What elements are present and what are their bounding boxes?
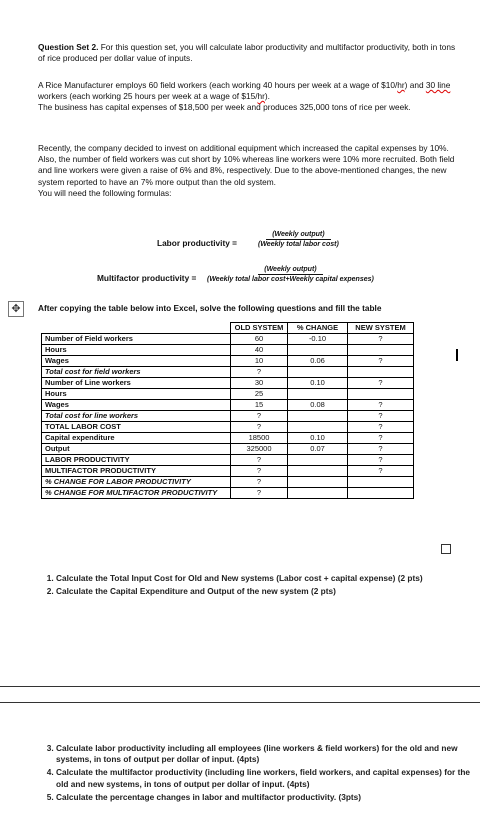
change-cell[interactable] bbox=[288, 345, 348, 356]
new-system-cell[interactable] bbox=[348, 367, 414, 378]
row-label[interactable]: Hours bbox=[42, 389, 231, 400]
new-system-cell[interactable]: ? bbox=[348, 455, 414, 466]
row-label[interactable]: Number of Line workers bbox=[42, 378, 231, 389]
header-blank bbox=[42, 323, 231, 334]
question-item: 2. Calculate the Capital Expenditure and Output of the new system (2 pts) bbox=[56, 586, 476, 597]
question-item: 1. Calculate the Total Input Cost for Old and New systems (Labor cost + capital expense) (2 pts) bbox=[56, 573, 476, 584]
multifactor-numerator: (Weekly output) bbox=[258, 266, 322, 275]
table-row bbox=[42, 433, 414, 444]
change-cell[interactable]: 0.10 bbox=[288, 378, 348, 389]
row-label[interactable]: Hours bbox=[42, 345, 231, 356]
table-row bbox=[42, 411, 414, 422]
new-system-cell[interactable]: ? bbox=[348, 466, 414, 477]
table-row bbox=[42, 444, 414, 455]
new-system-cell[interactable] bbox=[348, 488, 414, 499]
old-system-cell[interactable]: ? bbox=[231, 477, 288, 488]
row-label[interactable]: LABOR PRODUCTIVITY bbox=[42, 455, 231, 466]
spell-underlined: hr bbox=[397, 80, 405, 90]
new-system-cell[interactable] bbox=[348, 345, 414, 356]
productivity-table bbox=[41, 322, 414, 499]
old-system-cell[interactable]: 15 bbox=[231, 400, 288, 411]
change-cell[interactable] bbox=[288, 488, 348, 499]
scenario-text: ) and bbox=[404, 80, 426, 90]
change-cell[interactable]: 0.07 bbox=[288, 444, 348, 455]
table-row bbox=[42, 455, 414, 466]
row-label[interactable]: MULTIFACTOR PRODUCTIVITY bbox=[42, 466, 231, 477]
table-row bbox=[42, 477, 414, 488]
row-label[interactable]: Wages bbox=[42, 400, 231, 411]
row-label[interactable]: % CHANGE FOR LABOR PRODUCTIVITY bbox=[42, 477, 231, 488]
row-label[interactable]: Number of Field workers bbox=[42, 334, 231, 345]
old-system-cell[interactable]: 25 bbox=[231, 389, 288, 400]
scenario-paragraph-2 bbox=[38, 143, 456, 199]
divider bbox=[0, 702, 480, 703]
question-item: 5. Calculate the percentage changes in labor and multifactor productivity. (3pts) bbox=[56, 792, 476, 803]
old-system-cell[interactable]: 325000 bbox=[231, 444, 288, 455]
spell-underlined: hr bbox=[257, 91, 265, 102]
new-system-cell[interactable]: ? bbox=[348, 422, 414, 433]
old-system-cell[interactable]: ? bbox=[231, 422, 288, 433]
question-item: 3. Calculate labor productivity including all employees (line workers & field workers) for the old and new systems, in tons of output per dollar of input. (4pts) bbox=[56, 743, 476, 765]
table-row bbox=[42, 345, 414, 356]
change-cell[interactable] bbox=[288, 389, 348, 400]
new-system-cell[interactable]: ? bbox=[348, 444, 414, 455]
row-label[interactable]: Total cost for line workers bbox=[42, 411, 231, 422]
multifactor-formula-fraction bbox=[207, 266, 374, 283]
change-cell[interactable] bbox=[288, 466, 348, 477]
question-item: 4. Calculate the multifactor productivity (including line workers, field workers, and capital expenses) for the old and new systems, in tons of output per dollar of input. (4pts) bbox=[56, 767, 476, 789]
old-system-cell[interactable]: ? bbox=[231, 411, 288, 422]
header-old-system: OLD SYSTEM bbox=[231, 323, 288, 334]
change-cell[interactable] bbox=[288, 367, 348, 378]
scenario-text: A Rice Manufacturer employs 60 field workers (each working 40 hours per week at a wage of $10/ bbox=[38, 80, 398, 90]
table-row bbox=[42, 367, 414, 378]
new-system-cell[interactable] bbox=[348, 389, 414, 400]
table-row bbox=[42, 356, 414, 367]
header-new-system: NEW SYSTEM bbox=[348, 323, 414, 334]
table-row bbox=[42, 389, 414, 400]
new-system-cell[interactable] bbox=[348, 477, 414, 488]
old-system-cell[interactable]: 60 bbox=[231, 334, 288, 345]
table-header-row bbox=[42, 323, 414, 334]
move-icon[interactable]: ✥ bbox=[8, 301, 24, 317]
change-cell[interactable]: 0.06 bbox=[288, 356, 348, 367]
row-label[interactable]: Wages bbox=[42, 356, 231, 367]
scenario-text: The business has capital expenses of $18,500 per week and produces 325,000 tons of rice per week. bbox=[38, 102, 411, 113]
old-system-cell[interactable]: ? bbox=[231, 466, 288, 477]
new-system-cell[interactable]: ? bbox=[348, 356, 414, 367]
question-heading: Question Set 2. bbox=[38, 42, 99, 52]
scenario-text: ). bbox=[264, 91, 270, 102]
resize-handle[interactable] bbox=[441, 544, 451, 554]
table-row bbox=[42, 488, 414, 499]
old-system-cell[interactable]: 40 bbox=[231, 345, 288, 356]
table-row bbox=[42, 334, 414, 345]
new-system-cell[interactable]: ? bbox=[348, 433, 414, 444]
change-cell[interactable]: 0.08 bbox=[288, 400, 348, 411]
old-system-cell[interactable]: ? bbox=[231, 455, 288, 466]
table-row bbox=[42, 378, 414, 389]
spell-underlined: 30 line bbox=[425, 80, 451, 90]
change-cell[interactable]: 0.10 bbox=[288, 433, 348, 444]
change-cell[interactable] bbox=[288, 455, 348, 466]
divider bbox=[0, 686, 480, 687]
table-row bbox=[42, 400, 414, 411]
labor-numerator: (Weekly output) bbox=[266, 231, 330, 240]
change-cell[interactable]: -0.10 bbox=[288, 334, 348, 345]
old-system-cell[interactable]: 30 bbox=[231, 378, 288, 389]
scenario-text: Recently, the company decided to invest on additional equipment which increased the capital expenses by 10%. Also, the number of field workers was cut short by 10% whereas line workers were 10% more recruited. Both field and line workers were given a raise of 6% and 8%, respectively. Due to the above-mentioned changes, the new system reported to have an 7% more output than the old system. bbox=[38, 143, 455, 187]
multifactor-formula-label: Multifactor productivity = bbox=[97, 273, 197, 283]
text-cursor bbox=[456, 349, 458, 361]
old-system-cell[interactable]: ? bbox=[231, 488, 288, 499]
formulas-intro: You will need the following formulas: bbox=[38, 187, 172, 198]
new-system-cell[interactable]: ? bbox=[348, 400, 414, 411]
questions-list-2 bbox=[38, 743, 476, 805]
intro-paragraph bbox=[38, 42, 456, 64]
scenario-paragraph-1 bbox=[38, 80, 456, 114]
row-label[interactable]: % CHANGE FOR MULTIFACTOR PRODUCTIVITY bbox=[42, 488, 231, 499]
table-row bbox=[42, 422, 414, 433]
row-label[interactable]: TOTAL LABOR COST bbox=[42, 422, 231, 433]
scenario-text: workers (each working 25 hours per week at a wage of $15/ bbox=[38, 91, 258, 102]
row-label[interactable]: Output bbox=[42, 444, 231, 455]
table-row bbox=[42, 466, 414, 477]
old-system-cell[interactable]: 10 bbox=[231, 356, 288, 367]
labor-formula-label: Labor productivity = bbox=[157, 238, 237, 248]
row-label[interactable]: Capital expenditure bbox=[42, 433, 231, 444]
row-label[interactable]: Total cost for field workers bbox=[42, 367, 231, 378]
header-change: % CHANGE bbox=[288, 323, 348, 334]
old-system-cell[interactable]: 18500 bbox=[231, 433, 288, 444]
new-system-cell[interactable]: ? bbox=[348, 378, 414, 389]
new-system-cell[interactable]: ? bbox=[348, 334, 414, 345]
multifactor-denominator: (Weekly total labor cost+Weekly capital expenses) bbox=[207, 276, 374, 283]
change-cell[interactable] bbox=[288, 422, 348, 433]
change-cell[interactable] bbox=[288, 411, 348, 422]
intro-text: For this question set, you will calculate labor productivity and multifactor productivity, both in tons of rice produced per dollar value of inputs. bbox=[38, 42, 456, 64]
old-system-cell[interactable]: ? bbox=[231, 367, 288, 378]
labor-denominator: (Weekly total labor cost) bbox=[258, 241, 339, 248]
labor-formula-fraction bbox=[258, 231, 339, 248]
new-system-cell[interactable]: ? bbox=[348, 411, 414, 422]
questions-list-1 bbox=[38, 573, 476, 599]
table-instruction: After copying the table below into Excel, solve the following questions and fill the table bbox=[38, 303, 382, 313]
change-cell[interactable] bbox=[288, 477, 348, 488]
